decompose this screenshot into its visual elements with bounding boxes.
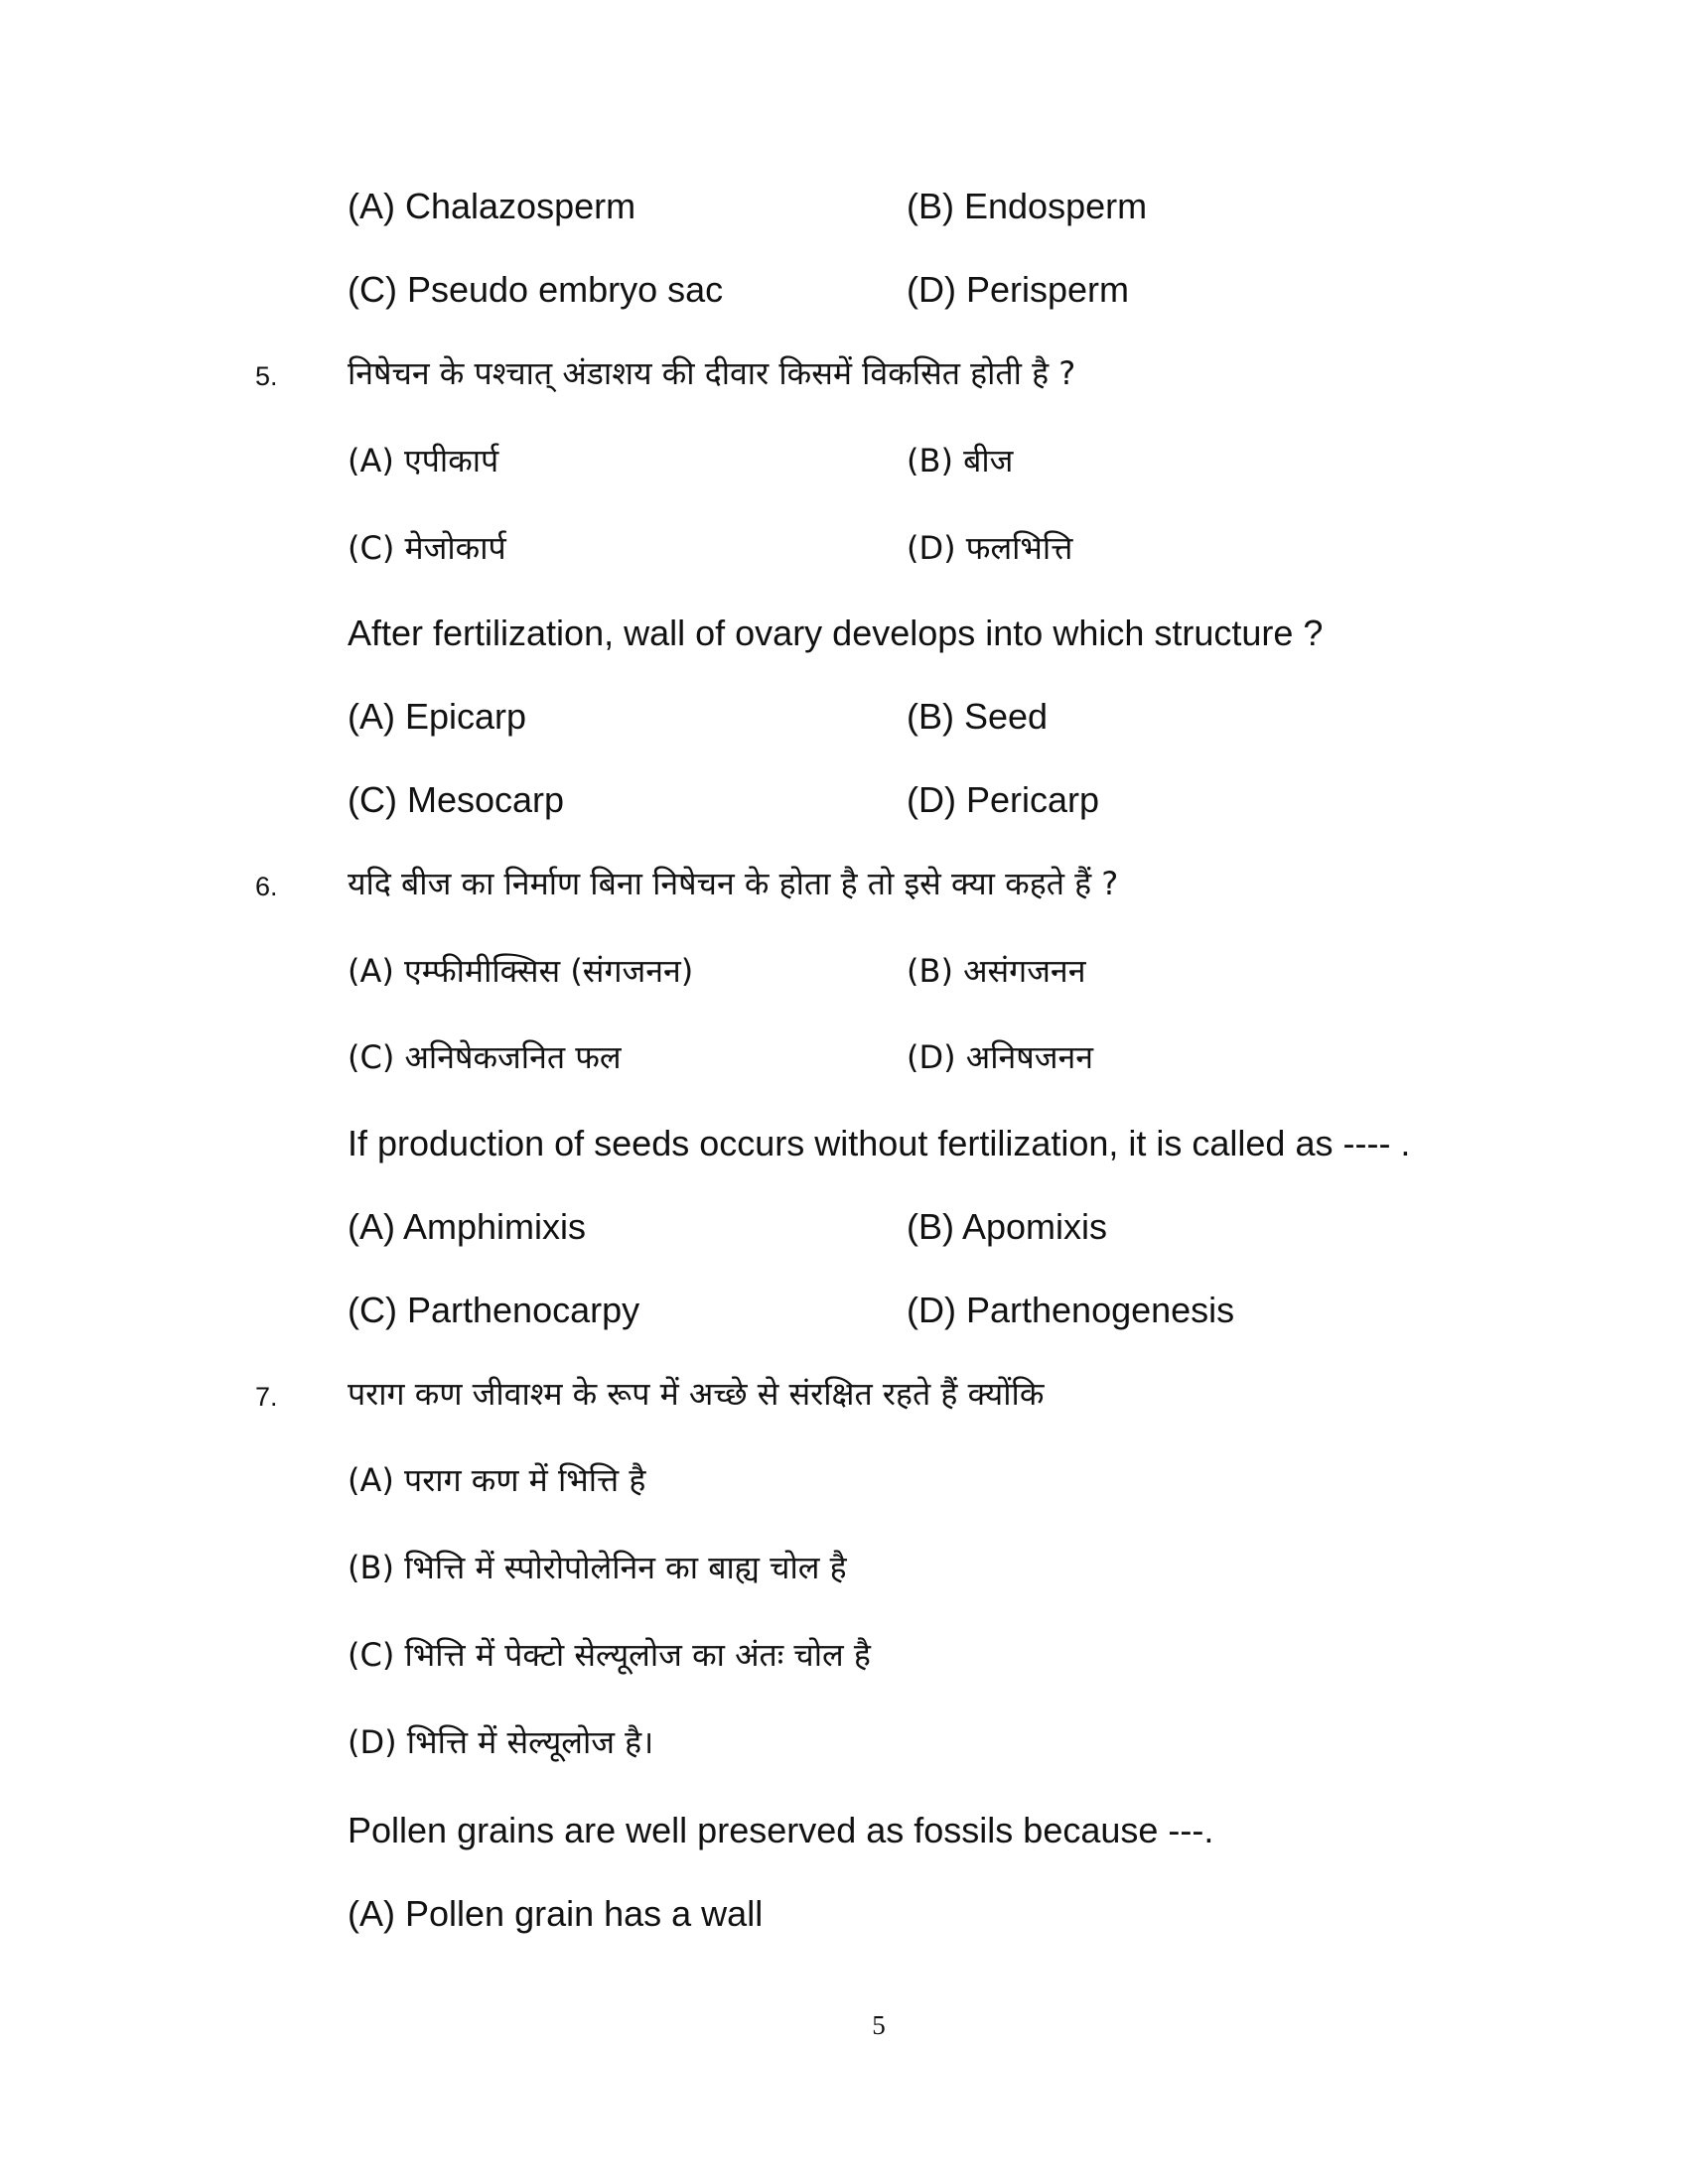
page-number: 5 (872, 2010, 886, 2040)
q6-number: 6. (255, 872, 278, 901)
q6-english-option-d: (D) Parthenogenesis (907, 1290, 1235, 1330)
q7-english-question: Pollen grains are well preserved as fossils because ---. (348, 1810, 1214, 1850)
q6-hindi-question: यदि बीज का निर्माण बिना निषेचन के होता है तो इसे क्या कहते हैं ? (348, 865, 1119, 902)
q5-english-option-d: (D) Pericarp (907, 779, 1100, 820)
q5-english-option-c: (C) Mesocarp (348, 779, 565, 820)
q7-hindi-option-a: (A) पराग कण में भित्ति है (348, 1461, 646, 1499)
q6-hindi-option-d: (D) अनिषजनन (907, 1038, 1094, 1076)
q6-hindi-option-a: (A) एम्फीमीक्सिस (संगजनन) (348, 952, 694, 990)
q5-hindi-option-c: (C) मेजोकार्प (348, 529, 506, 567)
q5-hindi-question: निषेचन के पश्चात् अंडाशय की दीवार किसमें विकसित होती है ? (348, 354, 1076, 392)
q5-english-question: After fertilization, wall of ovary develops into which structure ? (348, 613, 1324, 653)
q5-hindi-option-d: (D) फलभित्ति (907, 529, 1073, 567)
q5-hindi-option-a: (A) एपीकार्प (348, 442, 499, 479)
q7-hindi-option-d: (D) भित्ति में सेल्यूलोज है। (348, 1723, 654, 1761)
q5-hindi-option-b: (B) बीज (907, 442, 1014, 479)
q6-hindi-option-b: (B) असंगजनन (907, 952, 1086, 990)
q6-english-option-c: (C) Parthenocarpy (348, 1290, 640, 1330)
q7-english-option-a: (A) Pollen grain has a wall (348, 1893, 764, 1934)
q5-number: 5. (255, 361, 278, 391)
q6-hindi-option-c: (C) अनिषेकजनित फल (348, 1038, 622, 1076)
q7-hindi-question: पराग कण जीवाश्म के रूप में अच्छे से संरक्षित रहते हैं क्योंकि (348, 1375, 1045, 1413)
q7-number: 7. (255, 1382, 278, 1412)
q5-english-option-a: (A) Epicarp (348, 696, 527, 737)
q6-english-option-a: (A) Amphimixis (348, 1206, 587, 1247)
q6-english-question: If production of seeds occurs without fertilization, it is called as ---- . (348, 1123, 1411, 1163)
q4-option-a: (A) Chalazosperm (348, 186, 636, 226)
q5-english-option-b: (B) Seed (907, 696, 1049, 737)
q4-option-c: (C) Pseudo embryo sac (348, 269, 724, 310)
q7-hindi-option-c: (C) भित्ति में पेक्टो सेल्यूलोज का अंतः चोल है (348, 1636, 871, 1674)
q6-english-option-b: (B) Apomixis (907, 1206, 1108, 1247)
q4-option-b: (B) Endosperm (907, 186, 1148, 226)
q4-option-d: (D) Perisperm (907, 269, 1130, 310)
q7-hindi-option-b: (B) भित्ति में स्पोरोपोलेनिन का बाह्य चोल है (348, 1549, 847, 1586)
